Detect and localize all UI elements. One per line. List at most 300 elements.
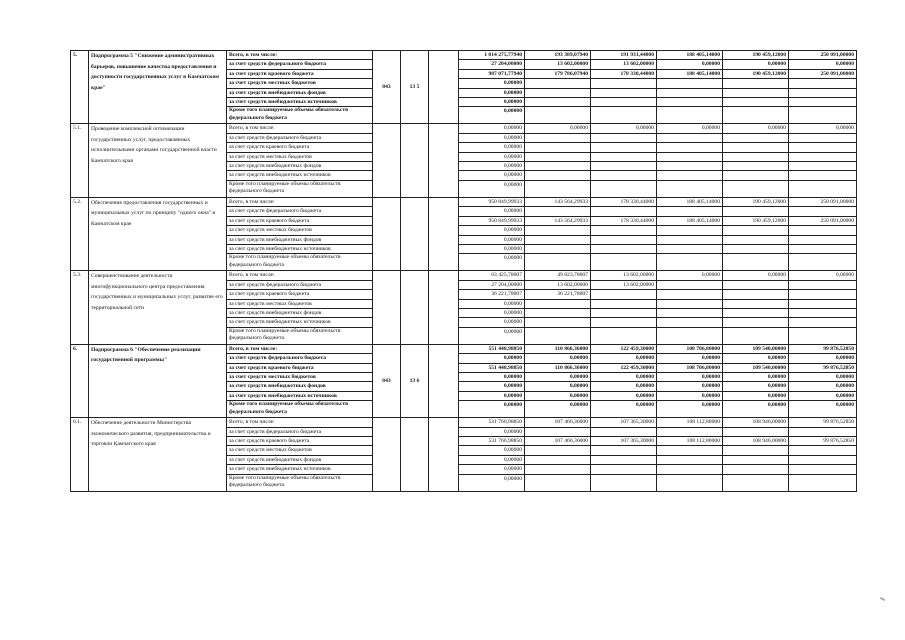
amount-year [591, 299, 657, 308]
amount-total: 0,00000 [459, 327, 525, 344]
table-row [71, 197, 857, 206]
amount-year: 0,00000 [591, 382, 657, 391]
funding-source: Кроме того планируемые объемы обязательств федерального бюджета [227, 254, 373, 271]
amount-year [591, 180, 657, 197]
amount-year: 0,00000 [723, 372, 789, 381]
department-code: 843 [373, 51, 401, 124]
funding-source: за счет средств внебюджетных источников [227, 391, 373, 400]
amount-year [723, 446, 789, 455]
amount-year: 13 602,00000 [525, 60, 591, 69]
amount-year [525, 427, 591, 436]
amount-year [591, 133, 657, 142]
amount-year: 0,00000 [591, 372, 657, 381]
amount-year: 0,00000 [723, 60, 789, 69]
amount-year [591, 427, 657, 436]
amount-year [525, 446, 591, 455]
amount-year [525, 474, 591, 491]
funding-source: за счет средств местных бюджетов [227, 226, 373, 235]
amount-year [525, 299, 591, 308]
funding-source: за счет средств местных бюджетов [227, 79, 373, 88]
amount-year: 0,00000 [657, 401, 723, 418]
amount-year: 13 602,00000 [591, 271, 657, 280]
amount-year: 0,00000 [525, 354, 591, 363]
amount-year [723, 280, 789, 289]
amount-year [789, 180, 857, 197]
amount-year [525, 152, 591, 161]
amount-year [657, 180, 723, 197]
section-code [401, 418, 429, 491]
amount-year [525, 254, 591, 271]
amount-year: 193 389,07940 [525, 51, 591, 60]
amount-year: 110 866,36000 [525, 344, 591, 353]
amount-year: 178 330,44000 [591, 216, 657, 225]
amount-year: 108 946,00000 [723, 437, 789, 446]
table-row [71, 51, 857, 60]
row-number: 5.3. [71, 271, 89, 344]
empty-code-cell [429, 51, 459, 124]
funding-source: Всего, в том числе: [227, 344, 373, 353]
budget-table-body [71, 51, 857, 492]
funding-source: за счет средств федерального бюджета [227, 354, 373, 363]
funding-source: за счет средств федерального бюджета [227, 133, 373, 142]
amount-year [591, 79, 657, 88]
amount-total: 0,00000 [459, 162, 525, 171]
department-code [373, 124, 401, 197]
row-number: 6. [71, 344, 89, 417]
amount-year [723, 152, 789, 161]
amount-year [525, 318, 591, 327]
amount-year [657, 254, 723, 271]
amount-year [789, 235, 857, 244]
amount-year: 108 112,80000 [657, 418, 723, 427]
amount-year [789, 133, 857, 142]
amount-year [525, 455, 591, 464]
amount-year [657, 244, 723, 253]
amount-total: 1 014 275,77940 [459, 51, 525, 60]
amount-year: 179 786,07940 [525, 69, 591, 78]
amount-year: 0,00000 [789, 372, 857, 381]
funding-source: за счет средств местных бюджетов [227, 299, 373, 308]
funding-source: Всего, в том числе: [227, 51, 373, 60]
amount-year [723, 244, 789, 253]
amount-year [723, 427, 789, 436]
amount-year [591, 244, 657, 253]
row-number: 5.1. [71, 124, 89, 197]
empty-code-cell [429, 271, 459, 344]
amount-total: 0,00000 [459, 382, 525, 391]
amount-year [723, 133, 789, 142]
funding-source: за счет средств федерального бюджета [227, 427, 373, 436]
amount-year: 190 459,12000 [723, 216, 789, 225]
amount-total: 551 448,98850 [459, 344, 525, 353]
amount-year: 0,00000 [591, 391, 657, 400]
amount-year [723, 171, 789, 180]
department-code [373, 418, 401, 491]
amount-year: 250 091,00000 [789, 69, 857, 78]
funding-source: за счет средств внебюджетных фондов [227, 455, 373, 464]
amount-year [525, 143, 591, 152]
amount-total: 0,00000 [459, 299, 525, 308]
amount-year [657, 88, 723, 97]
amount-year [525, 98, 591, 107]
amount-year [789, 98, 857, 107]
amount-year [591, 98, 657, 107]
amount-year [723, 79, 789, 88]
amount-year [723, 299, 789, 308]
amount-year [789, 88, 857, 97]
amount-year [525, 79, 591, 88]
amount-year [789, 79, 857, 88]
amount-total: 0,00000 [459, 226, 525, 235]
amount-total: 0,00000 [459, 79, 525, 88]
amount-year [657, 162, 723, 171]
amount-year: 107 466,36000 [525, 418, 591, 427]
amount-year [723, 327, 789, 344]
amount-total: 0,00000 [459, 207, 525, 216]
amount-year: 0,00000 [657, 372, 723, 381]
funding-source: за счет средств внебюджетных фондов [227, 308, 373, 317]
amount-year: 250 091,00000 [789, 197, 857, 206]
funding-source: за счет средств краевого бюджета [227, 216, 373, 225]
amount-year: 190 459,12000 [723, 69, 789, 78]
amount-year: 0,00000 [591, 354, 657, 363]
funding-source: за счет средств краевого бюджета [227, 437, 373, 446]
amount-year [657, 152, 723, 161]
empty-code-cell [429, 197, 459, 270]
section-code: 13 6 [401, 344, 429, 417]
amount-year [591, 318, 657, 327]
amount-year [525, 107, 591, 124]
amount-year [657, 280, 723, 289]
funding-source: Кроме того планируемые объемы обязательств федерального бюджета [227, 180, 373, 197]
funding-source: за счет средств местных бюджетов [227, 372, 373, 381]
section-code [401, 124, 429, 197]
amount-year: 0,00000 [789, 382, 857, 391]
amount-total: 0,00000 [459, 98, 525, 107]
amount-year: 190 459,12000 [723, 51, 789, 60]
amount-year: 178 330,44000 [591, 197, 657, 206]
amount-total: 63 425,78007 [459, 271, 525, 280]
department-code [373, 271, 401, 344]
amount-year [591, 455, 657, 464]
amount-total: 551 448,98850 [459, 363, 525, 372]
amount-year [789, 308, 857, 317]
funding-source: за счет средств местных бюджетов [227, 152, 373, 161]
amount-total: 0,00000 [459, 180, 525, 197]
amount-year: 110 866,36000 [525, 363, 591, 372]
amount-year [789, 290, 857, 299]
funding-source: Кроме того планируемые объемы обязательств федерального бюджета [227, 474, 373, 491]
amount-year [525, 308, 591, 317]
amount-year [789, 474, 857, 491]
amount-year [657, 446, 723, 455]
amount-year [789, 207, 857, 216]
amount-year [723, 107, 789, 124]
funding-source: за счет средств федерального бюджета [227, 280, 373, 289]
amount-total: 0,00000 [459, 401, 525, 418]
amount-year [525, 244, 591, 253]
amount-year [591, 235, 657, 244]
funding-source: за счет средств внебюджетных фондов [227, 235, 373, 244]
funding-source: Всего, в том числе: [227, 418, 373, 427]
amount-year [525, 180, 591, 197]
funding-source: за счет средств внебюджетных источников [227, 98, 373, 107]
amount-year [591, 226, 657, 235]
empty-code-cell [429, 344, 459, 417]
amount-year: 0,00000 [591, 401, 657, 418]
budget-table [70, 50, 857, 492]
amount-year: 250 091,00000 [789, 216, 857, 225]
amount-year: 0,00000 [789, 124, 857, 133]
amount-total: 0,00000 [459, 133, 525, 142]
amount-year [525, 465, 591, 474]
amount-year: 0,00000 [657, 391, 723, 400]
amount-year [657, 465, 723, 474]
amount-total: 0,00000 [459, 465, 525, 474]
program-name: Подпрограмма 5 "Снижение административных барьеров, повышение качества предоставления и доступности государственных услуг в Камчатском крае" [89, 51, 227, 124]
amount-year [525, 88, 591, 97]
amount-year [525, 171, 591, 180]
amount-year: 109 540,00000 [723, 363, 789, 372]
amount-year [525, 327, 591, 344]
amount-year [789, 152, 857, 161]
amount-year: 0,00000 [789, 60, 857, 69]
funding-source: за счет средств внебюджетных источников [227, 318, 373, 327]
amount-year [789, 446, 857, 455]
amount-total: 0,00000 [459, 124, 525, 133]
amount-year [591, 152, 657, 161]
amount-year [789, 318, 857, 327]
amount-total: 27 204,00000 [459, 280, 525, 289]
amount-year: 0,00000 [525, 391, 591, 400]
amount-total: 0,00000 [459, 427, 525, 436]
amount-year [657, 79, 723, 88]
funding-source: Всего, в том числе: [227, 197, 373, 206]
amount-year: 0,00000 [657, 382, 723, 391]
amount-total: 950 849,99933 [459, 216, 525, 225]
funding-source: Кроме того планируемые объемы обязательств федерального бюджета [227, 327, 373, 344]
section-code: 13 5 [401, 51, 429, 124]
table-row [71, 271, 857, 280]
amount-total: 0,00000 [459, 308, 525, 317]
amount-year [723, 207, 789, 216]
budget-document-page [70, 50, 856, 492]
amount-total: 987 071,77940 [459, 69, 525, 78]
amount-year: 109 540,00000 [723, 344, 789, 353]
amount-year: 188 405,14000 [657, 51, 723, 60]
amount-year [657, 171, 723, 180]
amount-total: 0,00000 [459, 171, 525, 180]
amount-year [657, 98, 723, 107]
amount-year: 0,00000 [657, 60, 723, 69]
amount-year: 108 112,80000 [657, 437, 723, 446]
amount-total: 0,00000 [459, 235, 525, 244]
amount-year [789, 327, 857, 344]
amount-total: 0,00000 [459, 455, 525, 464]
amount-year [657, 318, 723, 327]
amount-year: 99 876,52850 [789, 344, 857, 353]
amount-year: 143 564,29933 [525, 197, 591, 206]
amount-year: 0,00000 [657, 271, 723, 280]
amount-year [789, 465, 857, 474]
funding-source: Кроме того планируемые объемы обязательств федерального бюджета [227, 107, 373, 124]
amount-year [657, 308, 723, 317]
amount-year: 122 459,30000 [591, 363, 657, 372]
amount-year [591, 143, 657, 152]
amount-year [657, 290, 723, 299]
amount-year: 108 706,80000 [657, 363, 723, 372]
amount-year: 250 091,00000 [789, 51, 857, 60]
amount-year: 0,00000 [657, 354, 723, 363]
amount-year [591, 207, 657, 216]
amount-year [657, 133, 723, 142]
amount-year [657, 235, 723, 244]
amount-year [591, 254, 657, 271]
amount-year [591, 327, 657, 344]
amount-year: 0,00000 [789, 401, 857, 418]
amount-year [723, 98, 789, 107]
amount-year [525, 133, 591, 142]
amount-year: 143 564,29933 [525, 216, 591, 225]
amount-year: 107 365,30000 [591, 437, 657, 446]
amount-total: 0,00000 [459, 391, 525, 400]
amount-total: 0,00000 [459, 446, 525, 455]
amount-year: 99 876,52850 [789, 418, 857, 427]
amount-year: 107 365,30000 [591, 418, 657, 427]
amount-total: 531 766,98850 [459, 437, 525, 446]
amount-year [723, 180, 789, 197]
funding-source: за счет средств краевого бюджета [227, 363, 373, 372]
amount-total: 531 766,98850 [459, 418, 525, 427]
amount-year [591, 465, 657, 474]
table-row [71, 344, 857, 353]
amount-year: 108 706,80000 [657, 344, 723, 353]
funding-source: за счет средств краевого бюджета [227, 290, 373, 299]
amount-year: 0,00000 [525, 124, 591, 133]
amount-year [657, 207, 723, 216]
amount-year [657, 143, 723, 152]
funding-source: Кроме того планируемые объемы обязательств федерального бюджета [227, 401, 373, 418]
amount-year: 0,00000 [723, 354, 789, 363]
amount-year: 190 459,12000 [723, 197, 789, 206]
amount-year [723, 474, 789, 491]
amount-year [657, 455, 723, 464]
amount-year: 108 946,00000 [723, 418, 789, 427]
amount-year [657, 226, 723, 235]
amount-year: 99 876,52850 [789, 437, 857, 446]
amount-year: 0,00000 [723, 391, 789, 400]
amount-year [657, 299, 723, 308]
table-row [71, 124, 857, 133]
amount-year [657, 107, 723, 124]
funding-source: за счет средств краевого бюджета [227, 143, 373, 152]
funding-source: за счет средств внебюджетных фондов [227, 88, 373, 97]
amount-year: 188 405,14000 [657, 69, 723, 78]
amount-year: 13 602,00000 [591, 280, 657, 289]
funding-source: за счет средств федерального бюджета [227, 207, 373, 216]
amount-year [789, 244, 857, 253]
program-name: Совершенствование деятельности многофункционального центра предоставления государственных и муниципальных услуг, развитие его территориальной сети [89, 271, 227, 344]
amount-year [525, 207, 591, 216]
amount-year [789, 143, 857, 152]
amount-total: 0,00000 [459, 372, 525, 381]
amount-year [789, 254, 857, 271]
amount-year [723, 162, 789, 171]
amount-year [723, 308, 789, 317]
row-number: 5. [71, 51, 89, 124]
amount-year: 122 459,30000 [591, 344, 657, 353]
amount-year [591, 474, 657, 491]
amount-total: 27 204,00000 [459, 60, 525, 69]
amount-total: 0,00000 [459, 474, 525, 491]
amount-year [723, 318, 789, 327]
amount-year [591, 107, 657, 124]
amount-year [789, 427, 857, 436]
amount-year: 99 876,52850 [789, 363, 857, 372]
amount-year: 0,00000 [591, 124, 657, 133]
amount-year: 0,00000 [525, 372, 591, 381]
amount-year [591, 308, 657, 317]
amount-year [591, 88, 657, 97]
program-name: Обеспечение деятельности Министерства экономического развития, предпринимательства и торговли Камчатского края [89, 418, 227, 491]
section-code [401, 271, 429, 344]
empty-code-cell [429, 124, 459, 197]
amount-total: 36 221,78007 [459, 290, 525, 299]
amount-year [723, 290, 789, 299]
amount-year: 178 330,44000 [591, 69, 657, 78]
amount-year: 0,00000 [657, 124, 723, 133]
amount-total: 0,00000 [459, 354, 525, 363]
funding-source: Всего, в том числе: [227, 124, 373, 133]
amount-total: 0,00000 [459, 152, 525, 161]
funding-source: за счет средств федерального бюджета [227, 60, 373, 69]
amount-year [789, 280, 857, 289]
amount-year [723, 88, 789, 97]
amount-year [657, 474, 723, 491]
amount-year [789, 455, 857, 464]
section-code [401, 197, 429, 270]
amount-year [723, 143, 789, 152]
amount-year [723, 235, 789, 244]
funding-source: за счет средств внебюджетных фондов [227, 162, 373, 171]
amount-total: 0,00000 [459, 143, 525, 152]
amount-year [525, 226, 591, 235]
amount-year: 191 931,44000 [591, 51, 657, 60]
amount-year: 0,00000 [789, 271, 857, 280]
amount-year: 49 823,78007 [525, 271, 591, 280]
amount-year: 0,00000 [723, 382, 789, 391]
row-number: 5.2. [71, 197, 89, 270]
amount-year [789, 226, 857, 235]
table-row [71, 418, 857, 427]
funding-source: Всего, в том числе: [227, 271, 373, 280]
amount-year [723, 465, 789, 474]
amount-year [723, 254, 789, 271]
amount-year [789, 162, 857, 171]
amount-total: 0,00000 [459, 318, 525, 327]
amount-year [789, 299, 857, 308]
amount-year [591, 162, 657, 171]
amount-year: 188 405,14000 [657, 197, 723, 206]
amount-year [591, 446, 657, 455]
funding-source: за счет средств краевого бюджета [227, 69, 373, 78]
amount-year: 13 602,00000 [525, 280, 591, 289]
row-number: 6.1. [71, 418, 89, 491]
program-name: Проведение комплексной оптимизации государственных услуг, предоставляемых исполнительными органами государственной власти Камчатского края [89, 124, 227, 197]
amount-year: 0,00000 [723, 271, 789, 280]
amount-total: 0,00000 [459, 107, 525, 124]
amount-year: 0,00000 [525, 401, 591, 418]
